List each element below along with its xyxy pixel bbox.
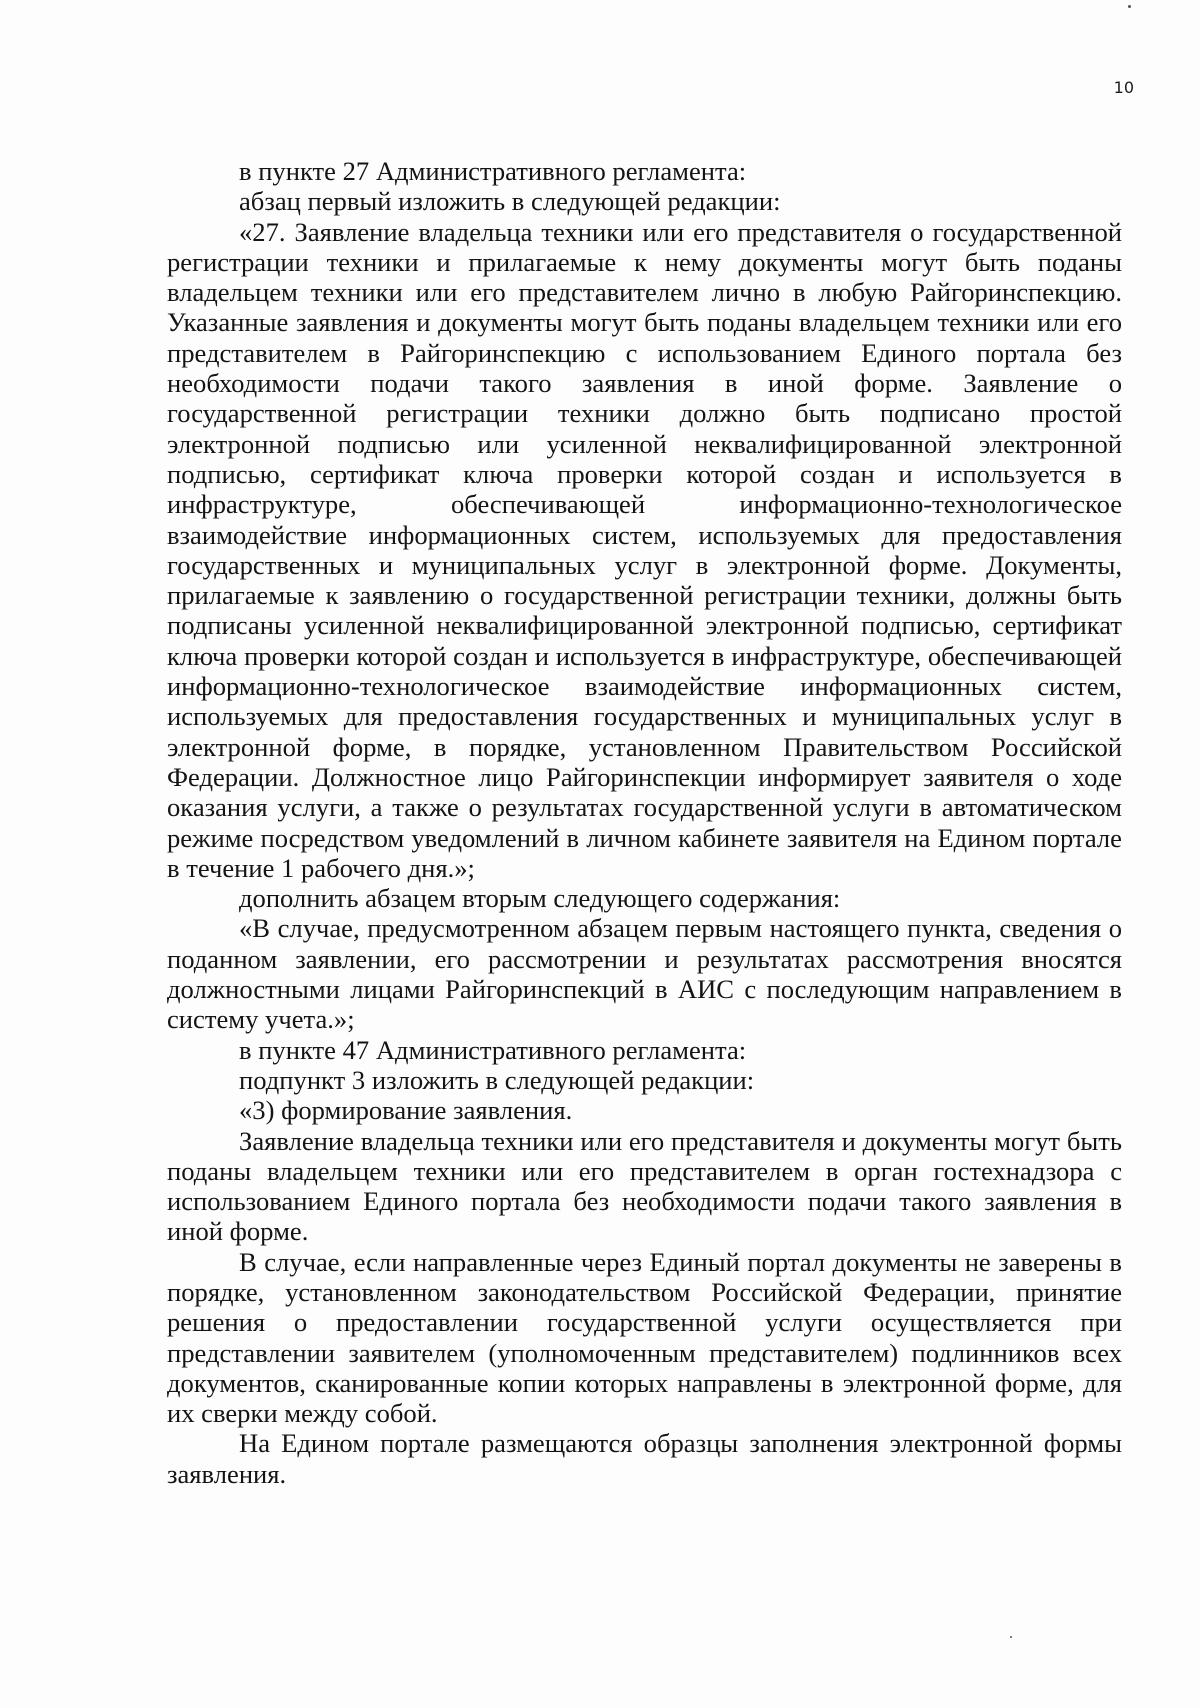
scan-speck bbox=[1010, 1636, 1012, 1638]
paragraph-4: дополнить абзацем вторым следующего содержания: bbox=[239, 883, 841, 914]
paragraph-7: подпункт 3 изложить в следующей редакции: bbox=[239, 1064, 755, 1095]
paragraph-10: В случае, если направленные через Единый портал документы не заверены в порядке, установленном законодательством Российской Федерации, принятие решения о предоставлении государственной услуги осуществляется при представлении заявителем (уполномоченным представителем) подлинников всех документов, сканированные копии которых направлены в электронной форме, для их сверки между собой. bbox=[167, 1246, 1122, 1429]
paragraph-11: На Едином портале размещаются образцы заполнения электронной формы заявления. bbox=[167, 1428, 1122, 1489]
page-number: 10 bbox=[1113, 78, 1134, 97]
paragraph-1: в пункте 27 Административного регламента: bbox=[239, 156, 747, 186]
paragraph-3: «27. Заявление владельца техники или его представителя о государственной регистрации техники и прилагаемые к нему документы могут быть поданы владельцем техники или его представителем лично в любую Райгоринспекцию. Указанные заявления и документы могут быть поданы владельцем техники или его представителем в Райгоринспекцию с использованием Единого портала без необходимости подачи такого заявления в иной форме. Заявление о государственной регистрации техники должно быть подписано простой электронной подписью или усиленной неквалифицированной электронной подписью, сертификат ключа проверки которой создан и используется в инфраструктуре, обеспечивающей информационно-технологическое взаимодействие информационных систем, используемых для предоставления государственных и муниципальных услуг в электронной форме. Документы, прилагаемые к заявлению о государственной регистрации техники, должны быть подписаны усиленной неквалифицированной электронной подписью, сертификат ключа проверки которой создан и используется в инфраструктуре, обеспечивающей информационно-технологическое взаимодействие информационных систем, используемых для предоставления государственных и муниципальных услуг в электронной форме, в порядке, установленном Правительством Российской Федерации. Должностное лицо Райгоринспекции информирует заявителя о ходе оказания услуги, а также о результатах государственной услуги в автоматическом режиме посредством уведомлений в личном кабинете заявителя на Едином портале в течение 1 рабочего дня.»; bbox=[167, 216, 1122, 883]
paragraph-2: абзац первый изложить в следующей редакции: bbox=[239, 186, 781, 217]
paragraph-5: «В случае, предусмотренном абзацем первым настоящего пункта, сведения о поданном заявлении, его рассмотрении и результатах рассмотрения вносятся должностными лицами Райгоринспекций в АИС с последующим направлением в систему учета.»; bbox=[167, 913, 1122, 1035]
scan-speck bbox=[1128, 5, 1131, 8]
paragraph-9: Заявление владельца техники или его представителя и документы могут быть поданы владельцем техники или его представителем в орган гостехнадзора с использованием Единого портала без необходимости подачи такого заявления в иной форме. bbox=[167, 1125, 1122, 1247]
document-body bbox=[167, 156, 1122, 1489]
paragraph-8: «3) формирование заявления. bbox=[239, 1095, 573, 1126]
paragraph-6: в пункте 47 Административного регламента: bbox=[239, 1034, 747, 1065]
